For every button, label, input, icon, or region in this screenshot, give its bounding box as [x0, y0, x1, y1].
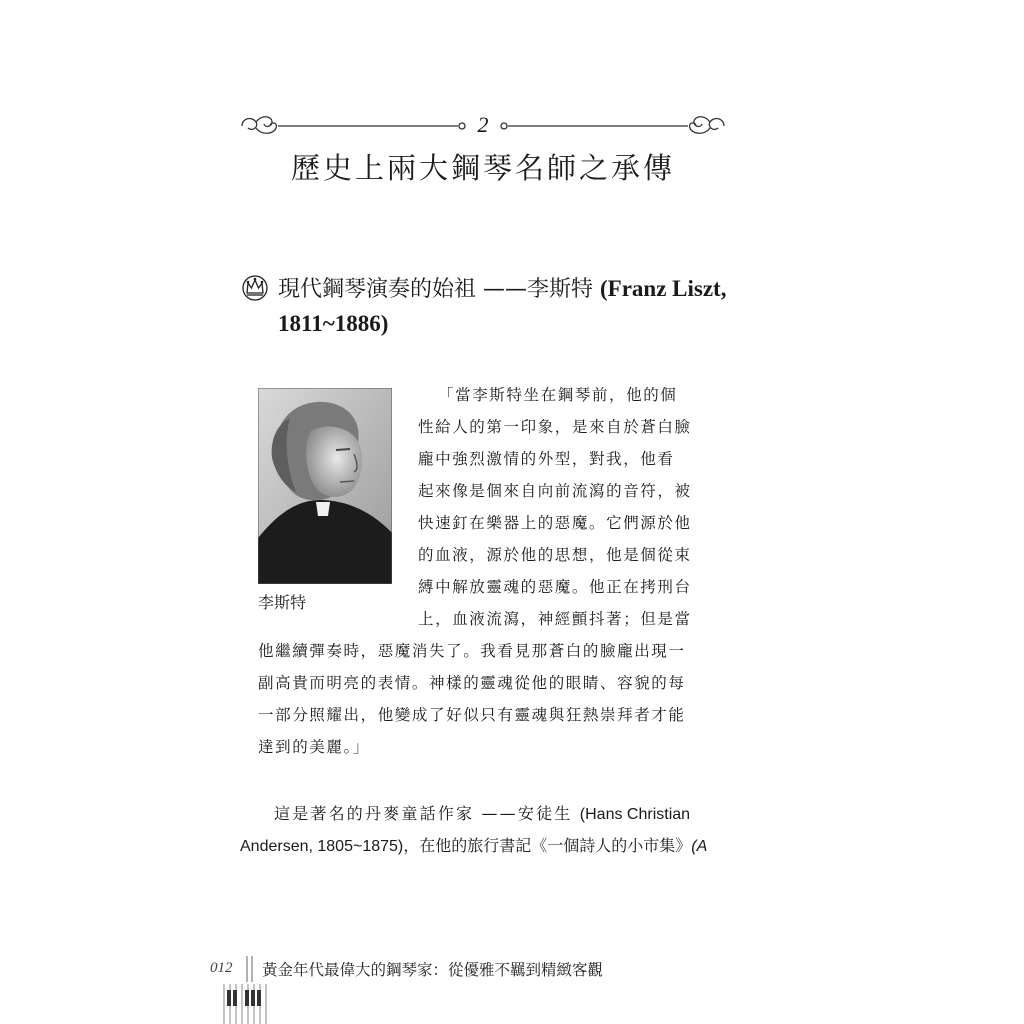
- quote-line: 副高貴而明亮的表情。神樣的靈魂從他的眼睛、容貌的每: [258, 674, 686, 692]
- body-line-2-zh: ，在他的旅行書記《一個詩人的小市集》: [403, 836, 692, 855]
- crown-icon: [240, 272, 270, 302]
- section-heading-zh: 現代鋼琴演奏的始祖 ——李斯特: [278, 277, 600, 302]
- quote-line: 縛中解放靈魂的惡魔。他正在拷刑台: [418, 578, 692, 596]
- quote-line: 他繼續彈奏時，惡魔消失了。我看見那蒼白的臉龐出現一: [258, 642, 686, 660]
- chapter-number: 2: [468, 112, 498, 138]
- body-line-1-zh: 這是著名的丹麥童話作家 ——安徒生: [274, 804, 580, 823]
- footer-divider: [244, 956, 256, 982]
- body-line-1: [274, 803, 690, 826]
- quote-line: 一部分照耀出，他變成了好似只有靈魂與狂熱崇拜者才能: [258, 706, 686, 724]
- quote-line: 「當李斯特坐在鋼琴前，他的個: [438, 386, 678, 404]
- section-heading-years: 1811~1886): [278, 311, 389, 336]
- quote-line: 的血液，源於他的思想，他是個從束: [418, 546, 692, 564]
- quote-line: 起來像是個來自向前流瀉的音符，被: [418, 482, 692, 500]
- quote-line: 達到的美麗。」: [258, 738, 370, 756]
- section-heading-en: (Franz Liszt,: [600, 276, 727, 301]
- body-line-2-en: Andersen, 1805~1875): [240, 838, 404, 855]
- quote-line: 快速釘在樂器上的惡魔。它們源於他: [418, 514, 692, 532]
- piano-keys-icon: [222, 984, 272, 1024]
- liszt-portrait: [258, 388, 392, 584]
- footer-book-title: 黃金年代最偉大的鋼琴家：從優雅不羈到精緻客觀: [262, 961, 604, 979]
- section-heading: [278, 272, 748, 342]
- quote-line: 上，血液流瀉，神經顫抖著；但是當: [418, 610, 692, 628]
- body-line-1-en: (Hans Christian: [579, 806, 691, 823]
- quote-line: 龐中強烈激情的外型，對我，他看: [418, 450, 675, 468]
- page-number: 012: [210, 960, 233, 976]
- chapter-title: 歷史上兩大鋼琴名師之承傳: [290, 151, 675, 185]
- body-line-2-en-b: (A: [691, 838, 708, 855]
- portrait-caption: 李斯特: [258, 593, 307, 612]
- quote-line: 性給人的第一印象，是來自於蒼白臉: [418, 418, 692, 436]
- body-line-2: [240, 835, 707, 858]
